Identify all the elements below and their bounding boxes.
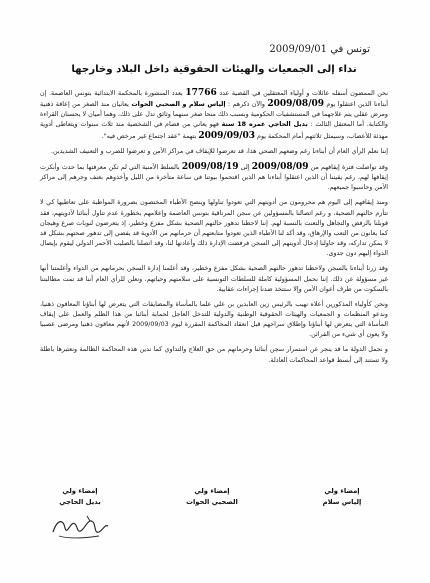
- paragraph-1-text-b: بعدد المنشورة بالمحكمة الابتدائية بتونس العاصمة. إن أبناءنا الذين اعتقلوا يوم: [40, 90, 389, 109]
- signature-3-title: إمضاء ولي: [62, 487, 98, 495]
- paragraph-5: وقد زرنا أبناءنا بالسجن ولاحظنا تدهور حالتهم الصحية بشكل مفزع وخطير، وقد أعلمنا إدارة السجن بحرمانهم من الدواء وأعلمتنا أنها غير مسؤولة عن ذلك. إننا نحمل المسؤولية كاملة للسلطات التونسية على سلامتهم وحياتهم، ونعلن للرأي العام أننا قد تمت مطالبتنا بالسكوت من طرف أعوان الأمن وإلا ستتخذ ضدنا إجراءات عقابية.: [40, 265, 388, 293]
- paragraph-7: و نحمل الدولة ما قد ينجر عن استمرار سجن أبنائنا وحرمانهم من حق العلاج والتداوي كما ندين هذه المحاكمة الظالمة ونعتبرها باطلة ولا تستند إلى أبسط قواعد المحاكمات العادلة.: [40, 346, 388, 364]
- paragraph-1-text-f: بتهمة "عقد اجتماع غير مرخص فيه".: [101, 132, 199, 140]
- document-date: تونس في 2009/09/01: [269, 44, 370, 55]
- signature-2-name: الصحبي الحوات: [186, 498, 238, 506]
- paragraph-2: إننا نعلم الرأي العام أن أبناءنا رغم وضعهم الصحي هذا، قد تعرضوا للإيقاف في مراكز الأمن و تعرضوا للضرب و التعنيف الشديدين.: [51, 147, 388, 155]
- handwritten-signature-icon: [49, 512, 111, 542]
- arrest-date: 2009/08/09: [267, 99, 324, 110]
- trial-date: 2009/09/03: [198, 130, 256, 141]
- paragraph-1: [40, 88, 388, 142]
- paragraph-3-text-b: إلى: [238, 163, 252, 171]
- document-title: نداء إلى الجمعيات والهيئات الحقوقية داخل البلاد وخارجها: [71, 64, 357, 75]
- paragraph-3: [40, 162, 388, 193]
- paragraph-1-text-a: نحن الممضون أسفله عائلات و أولياء المعتقلين في القضية عدد: [216, 90, 389, 97]
- case-number: 17766: [185, 88, 217, 98]
- signature-3: [32, 486, 128, 542]
- paragraph-1-text-e: فهو يعاني من فصام في الشخصية منذ ثلاث سنوات ويتعاطى أدوية مهدئة للأعصاب، وسيمثل ثلاثتهم أمام المحكمة يوم: [40, 121, 388, 140]
- paragraph-4: ومنذ إيقافهم إلى اليوم هم محرومون من أدويتهم التي تعودوا تناولها وينصح الأطباء المختصون بضرورة المواظبة على تعاطيها كي لا تتأزم حالتهم الصحية، و رغم اتصالنا بالمسؤولين عن سجن المرناقية بتونس العاصمة وإعلامهم بخطورة عدم تناول أبنائنا لأدويتهم، فقد قوبلنا بالرفض والتجاهل والتعنت بالنسبة لهم. إننا لاحظنا تدهور حالتهم الصحية بشكل مفزع وخطير، إذ يتعرضون لنوبات صرع وهيجان كما يعانون من التعب والإرهاق، وقد أكد لنا الأطباء الذين تعودوا متابعتهم أن حرمانهم من الأدوية قد يفضي إلى تدهور صحتهم بشكل قد لا يمكن تداركه، وقد حاولنا إدخال أدويتهم إلى السجن فرفضت الإدارة ذلك وأعادتها لنا، وقد اتصلنا بالصليب الأحمر الدولي ليقوم بإيصال الدواء إليهم دون جدوى.: [40, 199, 388, 258]
- signature-1-title: إمضاء ولي: [324, 487, 360, 495]
- detention-end-date: 2009/08/19: [181, 161, 239, 172]
- signature-1-name: إلياس سلام: [322, 498, 362, 506]
- signature-3-name: بديل الحاجي: [59, 498, 101, 506]
- signature-1: [294, 486, 390, 508]
- signatures-block: [40, 486, 390, 566]
- detainee-names: إلياس سلام و الصحبي الحوات: [131, 101, 226, 109]
- paragraph-6: ونحن كأولياء المذكورين أعلاه نهيب بالرئيس زين العابدين بن علي علما بالمأساة والمضايقات التي يتعرض لها أبناؤنا المعاقون ذهنيا، وندعو المنظمات و الجمعيات والهيئات الحقوقية الوطنية والدولية للتدخل العاجل لحماية أبنائنا من هذا الظلم والعمل على إيقاف المأساة التي يتعرض لها أبناؤنا وإطلاق سراحهم قبل انعقاد المحاكمة المقررة ليوم 2009/09/03 لأنهم معاقون ذهنيا ومرضى عصبيا ولا يعون أي شيء من القرائن.: [40, 300, 388, 339]
- signature-2-title: إمضاء ولي: [194, 487, 230, 495]
- document-body: [40, 88, 388, 371]
- signature-2: [164, 486, 260, 508]
- paragraph-3-text-c: بالسلط الأمنية التي لم تكن معرفتها بما حدث وأنكرت إيقافها لهم، رغم يقيننا أن الذين اعتقلوا أبناءنا هم الذين اقتحموا بيوتنا في ساعة متأخرة من الليل وأخذوهم بعنف وجرهم إلى مراكز الأمن وحاسبوا جميعهم.: [40, 163, 388, 192]
- third-detainee: بديل الحاجي عمره 18 سنة: [221, 121, 308, 129]
- paragraph-1-text-d: يعانيان منذ الصغر من إعاقة ذهنية ومرض عقلي يتم علاجهما في المستشفيات الحكومية وبسبب ذلك منحا صغر سنهما وثائق تدل على ذلك، وهما أميان لا يحسنان القراءة والكتابة. أما المعتقل الثالث :: [40, 101, 388, 129]
- detention-start-date: 2009/08/09: [251, 161, 309, 172]
- paragraph-3-text-a: وقد تواصلت فترة إيقافهم من: [308, 163, 388, 171]
- paragraph-1-text-c: والآن ذكرهم :: [225, 101, 268, 109]
